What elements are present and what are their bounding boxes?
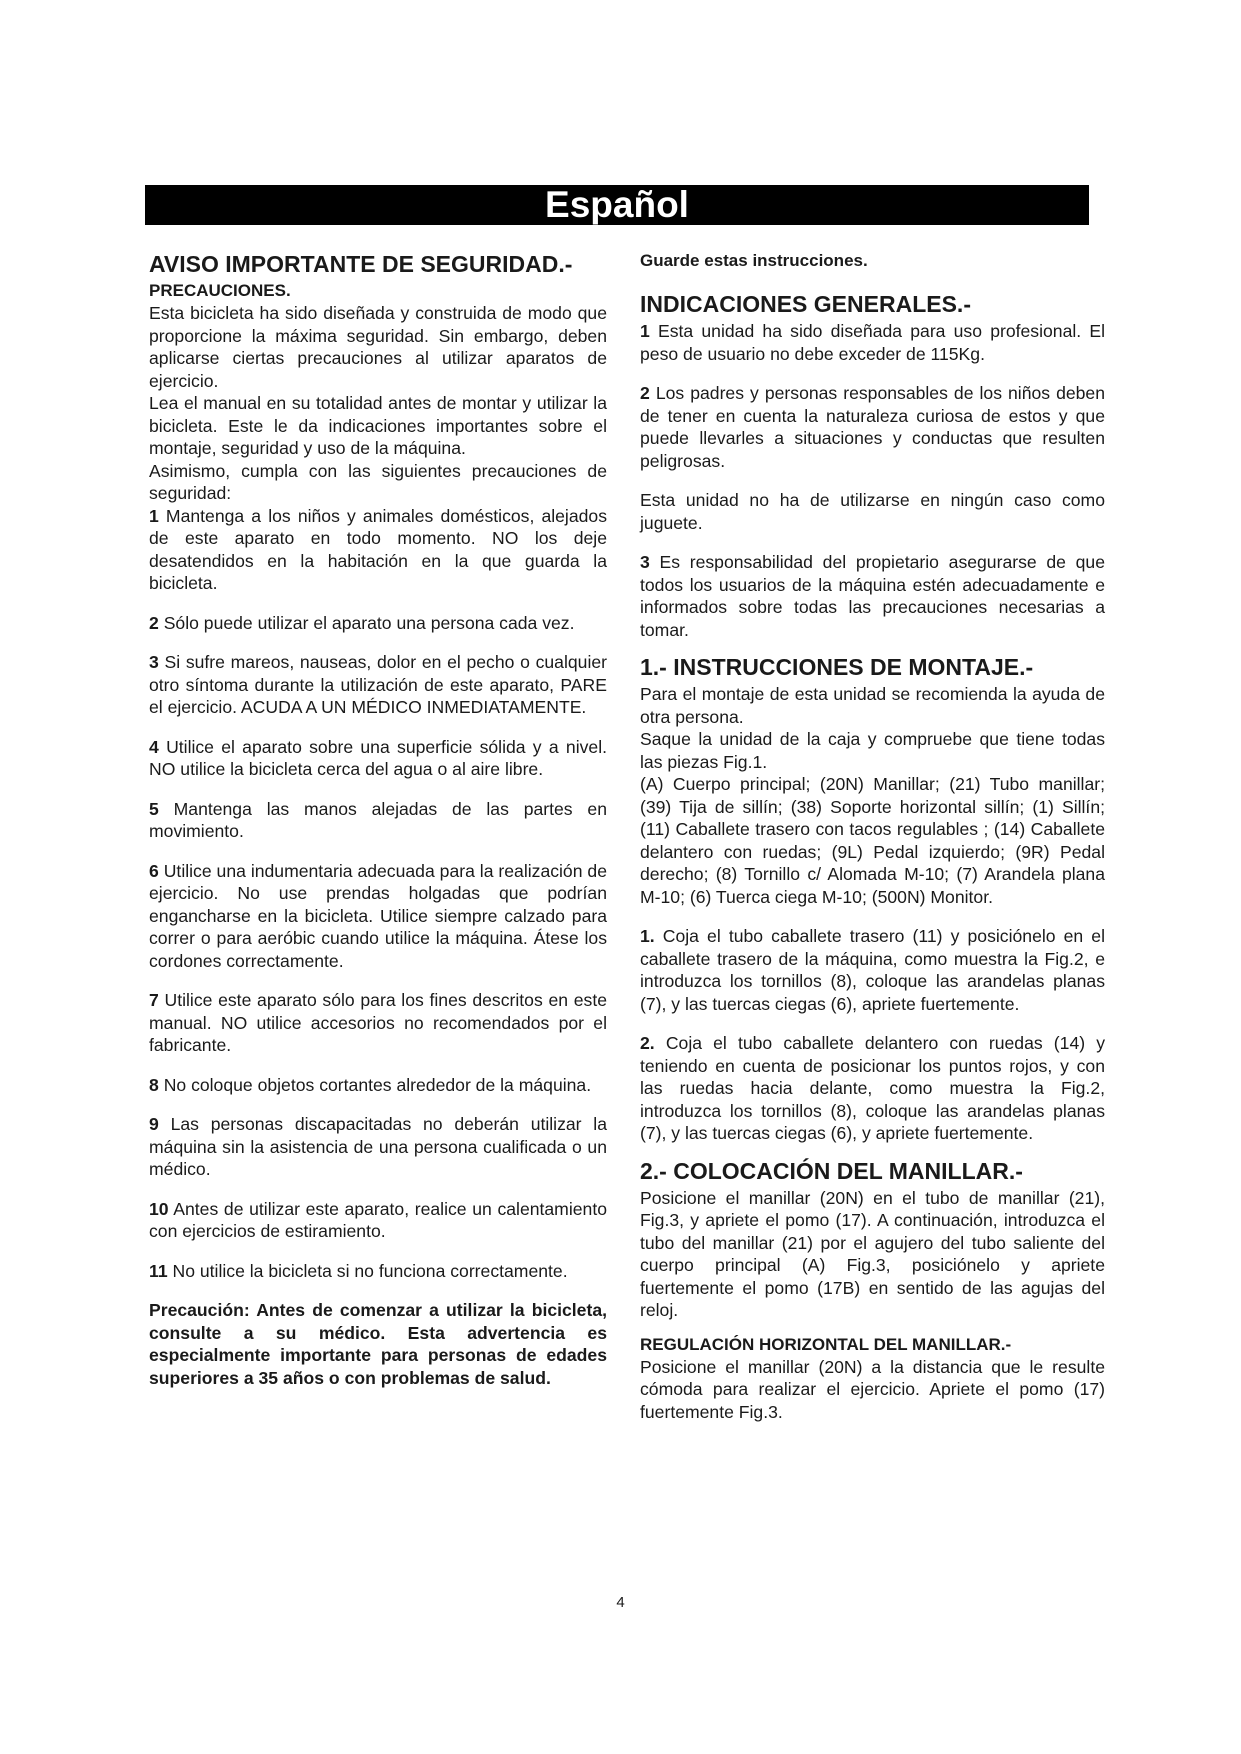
assembly-intro-2: Saque la unidad de la caja y compruebe que tiene todas las piezas Fig.1.	[640, 729, 1105, 772]
safety-item-11: 11 No utilice la bicicleta si no funciona correctamente.	[149, 1260, 568, 1281]
left-column	[149, 250, 607, 1389]
handlebar-text: Posicione el manillar (20N) en el tubo de manillar (21), Fig.3, y apriete el pomo (17). A continuación, introduzca el tubo del manillar (21) por el agujero del tubo saliente del cuerpo principal (A) Fig.3, posiciónelo y apriete fuertemente el pomo (17B) en sentido de las agujas del reloj.	[640, 1187, 1105, 1320]
right-column	[640, 250, 1105, 1423]
language-banner: Español	[145, 185, 1089, 225]
assembly-intro-1: Para el montaje de esta unidad se recomienda la ayuda de otra persona.	[640, 684, 1105, 727]
safety-item-8: 8 No coloque objetos cortantes alrededor de la máquina.	[149, 1074, 592, 1095]
safety-item-1: 1 Mantenga a los niños y animales domésticos, alejados de este aparato en todo momento. NO los deje desatendidos en la habitación en la que guarda la bicicleta.	[149, 505, 607, 593]
safety-item-10: 10 Antes de utilizar este aparato, realice un calentamiento con ejercicios de estiramiento.	[149, 1198, 607, 1241]
safety-intro-1: Esta bicicleta ha sido diseñada y construida de modo que proporcione la máxima seguridad. Sin embargo, deben aplicarse ciertas precauciones al utilizar aparatos de ejercicio.	[149, 303, 607, 391]
handlebar-title: 2.- COLOCACIÓN DEL MANILLAR.-	[640, 1157, 1023, 1184]
regulation-text: Posicione el manillar (20N) a la distancia que le resulte cómoda para realizar el ejercicio. Apriete el pomo (17) fuertemente Fig.3.	[640, 1356, 1105, 1422]
safety-item-6: 6 Utilice una indumentaria adecuada para la realización de ejercicio. No use prendas holgadas que podrían engancharse en la bicicleta. Utilice siempre calzado para correr o para aeróbic cuando utilice la máquina. Átese los cordones correctamente.	[149, 860, 607, 971]
general-title: INDICACIONES GENERALES.-	[640, 291, 971, 317]
safety-item-2: 2 Sólo puede utilizar el aparato una persona cada vez.	[149, 612, 575, 633]
page-number: 4	[616, 1594, 625, 1611]
general-item-3: 3 Es responsabilidad del propietario asegurarse de que todos los usuarios de la máquina estén adecuadamente e informados sobre todas las precauciones necesarias a tomar.	[640, 552, 1105, 640]
general-item-2: 2 Los padres y personas responsables de los niños deben de tener en cuenta la naturaleza curiosa de estos y que puede llevarles a situaciones y conductas que resulten peligrosas.	[640, 383, 1106, 471]
assembly-step-2: 2. Coja el tubo caballete delantero con ruedas (14) y teniendo en cuenta de posicionar los puntos rojos, y con las ruedas hacia delante, como muestra la Fig.2, introduzca los tornillos (8), coloque las arandelas planas (7), y las tuercas ciegas (6), y apriete fuertemente.	[640, 1033, 1106, 1143]
safety-item-5: 5 Mantenga las manos alejadas de las partes en movimiento.	[149, 798, 607, 841]
assembly-parts-list: (A) Cuerpo principal; (20N) Manillar; (21) Tubo manillar; (39) Tija de sillín; (38) Soporte horizontal sillín; (1) Sillín; (11) Caballete trasero con tacos regulables ; (14) Caballete delantero con ruedas; (9L) Pedal izquierdo; (9R) Pedal derecho; (8) Tornillo c/ Alomada M-10; (7) Arandela plana M-10; (6) Tuerca ciega M-10; (500N) Monitor.	[640, 774, 1105, 907]
safety-item-4: 4 Utilice el aparato sobre una superficie sólida y a nivel. NO utilice la bicicleta cerca del agua o al aire libre.	[149, 736, 607, 779]
safety-item-9: 9 Las personas discapacitadas no deberán utilizar la máquina sin la asistencia de una persona cualificada o un médico.	[149, 1114, 607, 1179]
safety-intro-2: Lea el manual en su totalidad antes de montar y utilizar la bicicleta. Este le da indicaciones importantes sobre el montaje, seguridad y uso de la máquina.	[149, 393, 607, 458]
regulation-title: REGULACIÓN HORIZONTAL DEL MANILLAR.-	[640, 1334, 1012, 1354]
safety-item-3: 3 Si sufre mareos, nauseas, dolor en el pecho o cualquier otro síntoma durante la utilización de este aparato, PARE el ejercicio. ACUDA A UN MÉDICO INMEDIATAMENTE.	[149, 652, 607, 717]
safety-intro-3: Asimismo, cumpla con las siguientes precauciones de seguridad:	[149, 460, 607, 503]
caution-note: Precaución: Antes de comenzar a utilizar la bicicleta, consulte a su médico. Esta advertencia es especialmente importante para personas de edades superiores a 35 años o con problemas de salud.	[149, 1300, 607, 1388]
safety-title: AVISO IMPORTANTE DE SEGURIDAD.-	[149, 251, 573, 277]
assembly-step-1: 1. Coja el tubo caballete trasero (11) y posiciónelo en el caballete trasero de la máquina, como muestra la Fig.2, e introduzca los tornillos (8), coloque las arandelas planas (7), y las tuercas ciegas (6), apriete fuertemente.	[640, 926, 1105, 1014]
general-item-2b: Esta unidad no ha de utilizarse en ningún caso como juguete.	[640, 490, 1105, 533]
safety-item-7: 7 Utilice este aparato sólo para los fines descritos en este manual. NO utilice accesorios no recomendados por el fabricante.	[149, 990, 607, 1055]
general-item-1: 1 Esta unidad ha sido diseñada para uso profesional. El peso de usuario no debe exceder de 115Kg.	[640, 321, 1106, 364]
keep-instructions: Guarde estas instrucciones.	[640, 251, 868, 270]
assembly-title: 1.- INSTRUCCIONES DE MONTAJE.-	[640, 654, 1034, 680]
precautions-subtitle: PRECAUCIONES.	[149, 281, 291, 300]
